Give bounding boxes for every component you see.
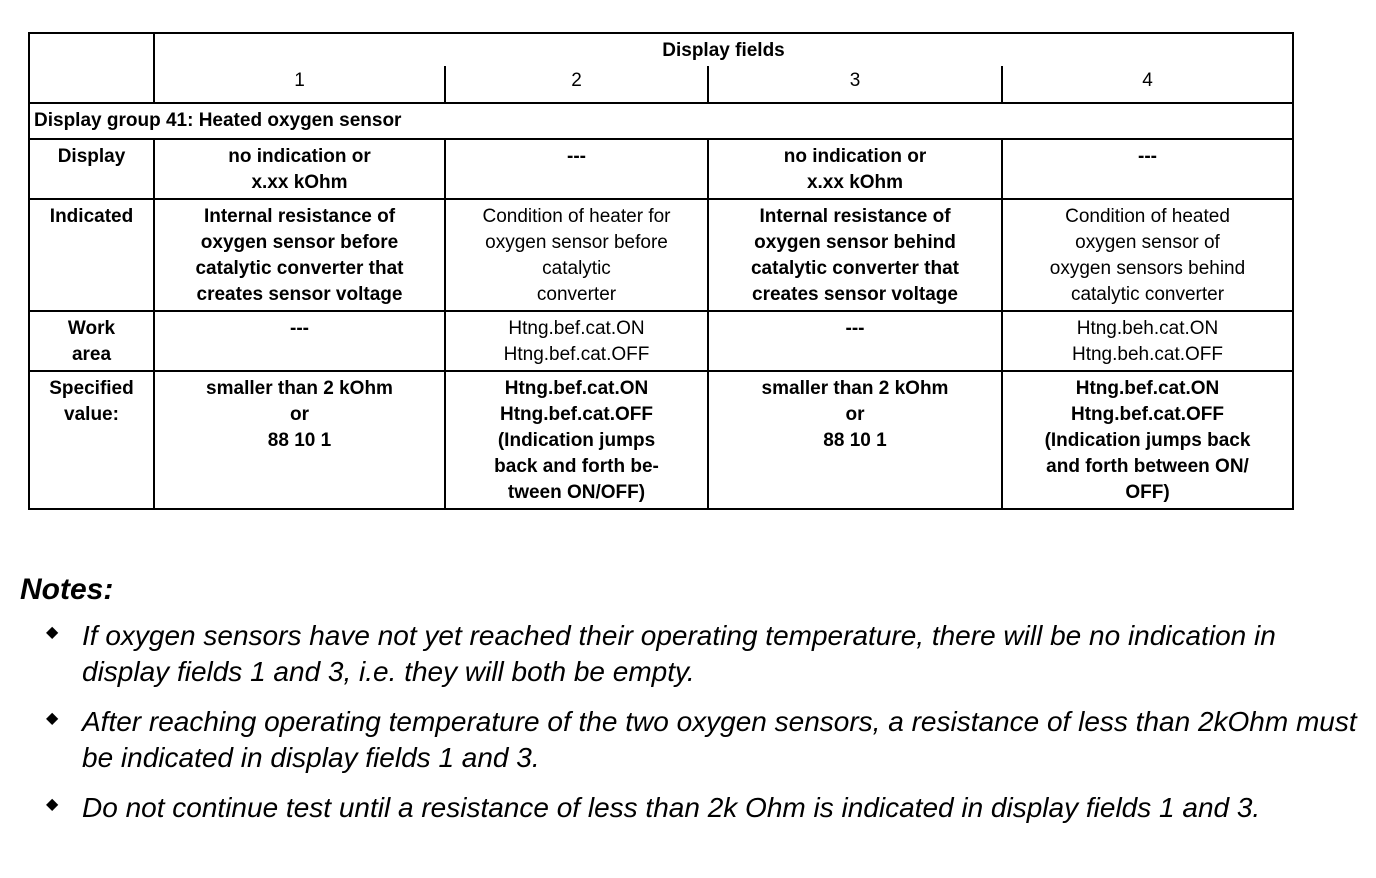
list-item: [20, 790, 1360, 826]
display-group-table: [28, 32, 1294, 510]
cell-display-3: no indication or x.xx kOhm: [708, 139, 1002, 199]
notes-title: Notes:: [20, 573, 114, 606]
cell-specified-value-3: smaller than 2 kOhm or 88 10 1: [708, 371, 1002, 509]
cell-specified-value-4: Htng.bef.cat.ON Htng.bef.cat.OFF (Indication jumps back and forth between ON/ OFF): [1002, 371, 1293, 509]
row-label-work-area: Work area: [29, 311, 154, 371]
cell-indicated-2: Condition of heater for oxygen sensor before catalytic converter: [445, 199, 708, 311]
table-row-display: [29, 139, 1293, 199]
note-text: After reaching operating temperature of the two oxygen sensors, a resistance of less than 2kOhm must be indicated in display fields 1 and 3.: [82, 706, 1357, 773]
group-title-row: [29, 103, 1293, 139]
cell-indicated-4: Condition of heated oxygen sensor of oxygen sensors behind catalytic converter: [1002, 199, 1293, 311]
diamond-bullet-icon: ◆: [46, 796, 59, 813]
table-row-work-area: [29, 311, 1293, 371]
row-label-indicated: Indicated: [29, 199, 154, 311]
note-text: If oxygen sensors have not yet reached their operating temperature, there will be no indication in display fields 1 and 3, i.e. they will both be empty.: [82, 620, 1276, 687]
notes-section: [20, 570, 1360, 840]
cell-specified-value-2: Htng.bef.cat.ON Htng.bef.cat.OFF (Indication jumps back and forth be- tween ON/OFF): [445, 371, 708, 509]
list-item: [20, 618, 1360, 690]
cell-work-area-3: ---: [708, 311, 1002, 371]
row-label-display: Display: [29, 139, 154, 199]
row-label-specified-value: Specified value:: [29, 371, 154, 509]
note-text: Do not continue test until a resistance of less than 2k Ohm is indicated in display fields 1 and 3.: [82, 792, 1261, 823]
cell-display-1: no indication or x.xx kOhm: [154, 139, 445, 199]
field-number-4: 4: [1002, 66, 1293, 103]
cell-work-area-1: ---: [154, 311, 445, 371]
diamond-bullet-icon: ◆: [46, 624, 59, 641]
cell-specified-value-1: smaller than 2 kOhm or 88 10 1: [154, 371, 445, 509]
field-number-1: 1: [154, 66, 445, 103]
cell-display-2: ---: [445, 139, 708, 199]
header-row-numbers: [29, 66, 1293, 103]
header-row-title: [29, 33, 1293, 66]
display-group-title: Display group 41: Heated oxygen sensor: [29, 103, 1293, 139]
table-row-indicated: [29, 199, 1293, 311]
field-number-3: 3: [708, 66, 1002, 103]
cell-display-4: ---: [1002, 139, 1293, 199]
cell-work-area-2: Htng.bef.cat.ON Htng.bef.cat.OFF: [445, 311, 708, 371]
field-number-2: 2: [445, 66, 708, 103]
cell-indicated-3: Internal resistance of oxygen sensor behind catalytic converter that creates sensor voltage: [708, 199, 1002, 311]
cell-indicated-1: Internal resistance of oxygen sensor before catalytic converter that creates sensor voltage: [154, 199, 445, 311]
display-fields-heading: Display fields: [154, 33, 1293, 66]
notes-list: [20, 618, 1360, 826]
table-row-specified-value: [29, 371, 1293, 509]
cell-work-area-4: Htng.beh.cat.ON Htng.beh.cat.OFF: [1002, 311, 1293, 371]
diamond-bullet-icon: ◆: [46, 710, 59, 727]
header-corner-cell: [29, 33, 154, 103]
list-item: [20, 704, 1360, 776]
